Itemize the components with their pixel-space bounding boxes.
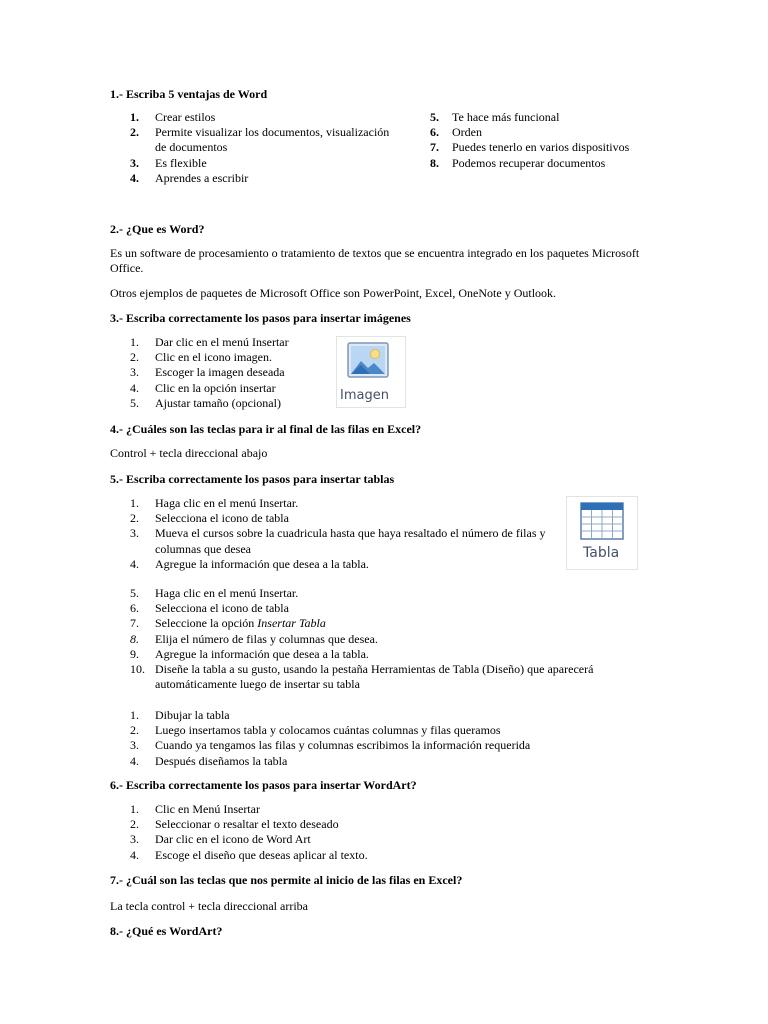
list-item: 1. Haga clic en el menú Insertar.	[130, 496, 299, 510]
list-item: 4. Clic en la opción insertar	[130, 380, 276, 395]
q2-heading: 2.- ¿Que es Word?	[110, 222, 205, 236]
list-item: 2. Selecciona el icono de tabla	[130, 511, 289, 526]
q6-list	[110, 802, 660, 863]
list-item: 3. Dar clic en el icono de Word Art	[130, 832, 311, 847]
q5-list-a	[110, 496, 560, 572]
list-item: 2. Clic en el icono imagen.	[130, 350, 272, 365]
list-item: 10. Diseñe la tabla a su gusto, usando la pestaña Herramientas de Tabla (Diseño) que aparecerá automáticamente luego de insertar su tabla	[130, 662, 594, 692]
q5-list-b	[110, 586, 660, 692]
picture-icon	[346, 341, 390, 381]
list-item: 8. Podemos recuperar documentos	[430, 155, 606, 170]
q1-list-left	[110, 110, 400, 186]
list-item: 5. Te hace más funcional	[430, 110, 560, 124]
list-item: 4. Agregue la información que desea a la tabla.	[130, 556, 369, 571]
q4-answer: Control + tecla direccional abajo	[110, 446, 268, 460]
q1-list-right	[430, 110, 670, 171]
list-item: 1. Dibujar la tabla	[130, 708, 230, 722]
list-item: 9. Agregue la información que desea a la tabla.	[130, 646, 369, 661]
q2-paragraph-2: Otros ejemplos de paquetes de Microsoft Office son PowerPoint, Excel, OneNote y Outlook.	[110, 286, 557, 300]
list-item: 6. Orden	[430, 125, 482, 140]
picture-icon-button	[336, 336, 406, 408]
q8-heading: 8.- ¿Qué es WordArt?	[110, 924, 223, 938]
list-item: 1. Clic en Menú Insertar	[130, 802, 260, 816]
list-item: 3. Es flexible	[130, 155, 207, 170]
list-item: 2. Luego insertamos tabla y colocamos cuántas columnas y filas queramos	[130, 723, 501, 738]
list-item: 6. Selecciona el icono de tabla	[130, 601, 289, 616]
q1-heading: 1.- Escriba 5 ventajas de Word	[110, 87, 268, 101]
q2-paragraph-1: Es un software de procesamiento o tratamiento de textos que se encuentra integrado en los paquetes Microsoft Office.	[110, 246, 640, 275]
q5-list-c	[110, 708, 660, 769]
q3-list	[110, 335, 340, 411]
q6-heading: 6.- Escriba correctamente los pasos para insertar WordArt?	[110, 778, 417, 792]
list-item: 5. Haga clic en el menú Insertar.	[130, 586, 299, 600]
table-icon-button	[566, 496, 638, 570]
list-item: 7. Seleccione la opción Insertar Tabla	[130, 616, 326, 631]
list-item: 1. Dar clic en el menú Insertar	[130, 335, 289, 349]
list-item: 1. Crear estilos	[130, 110, 216, 124]
list-item: 4. Escoge el diseño que deseas aplicar al texto.	[130, 847, 368, 862]
list-item: 3. Cuando ya tengamos las filas y columnas escribimos la información requerida	[130, 738, 531, 753]
list-item: 2. Seleccionar o resaltar el texto deseado	[130, 817, 339, 832]
list-item: 2. Permite visualizar los documentos, visualización de documentos	[130, 125, 390, 155]
list-item: 4. Después diseñamos la tabla	[130, 753, 288, 768]
list-item: 4. Aprendes a escribir	[130, 170, 249, 185]
list-item: 8. Elija el número de filas y columnas que desea.	[130, 631, 378, 646]
q7-answer: La tecla control + tecla direccional arriba	[110, 899, 308, 913]
list-item: 3. Mueva el cursos sobre la cuadricula hasta que haya resaltado el número de filas y columnas que desea	[130, 526, 546, 556]
picture-icon-label: Imagen	[340, 388, 389, 403]
q5-heading: 5.- Escriba correctamente los pasos para insertar tablas	[110, 472, 395, 486]
q4-heading: 4.- ¿Cuáles son las teclas para ir al final de las filas en Excel?	[110, 422, 422, 436]
q7-heading: 7.- ¿Cuál son las teclas que nos permite al inicio de las filas en Excel?	[110, 873, 463, 887]
list-item: 5. Ajustar tamaño (opcional)	[130, 395, 281, 410]
list-item: 3. Escoger la imagen deseada	[130, 365, 285, 380]
list-item: 7. Puedes tenerlo en varios dispositivos	[430, 140, 630, 155]
table-icon	[580, 502, 624, 542]
table-icon-label: Tabla	[583, 545, 620, 561]
q3-heading: 3.- Escriba correctamente los pasos para insertar imágenes	[110, 311, 411, 325]
